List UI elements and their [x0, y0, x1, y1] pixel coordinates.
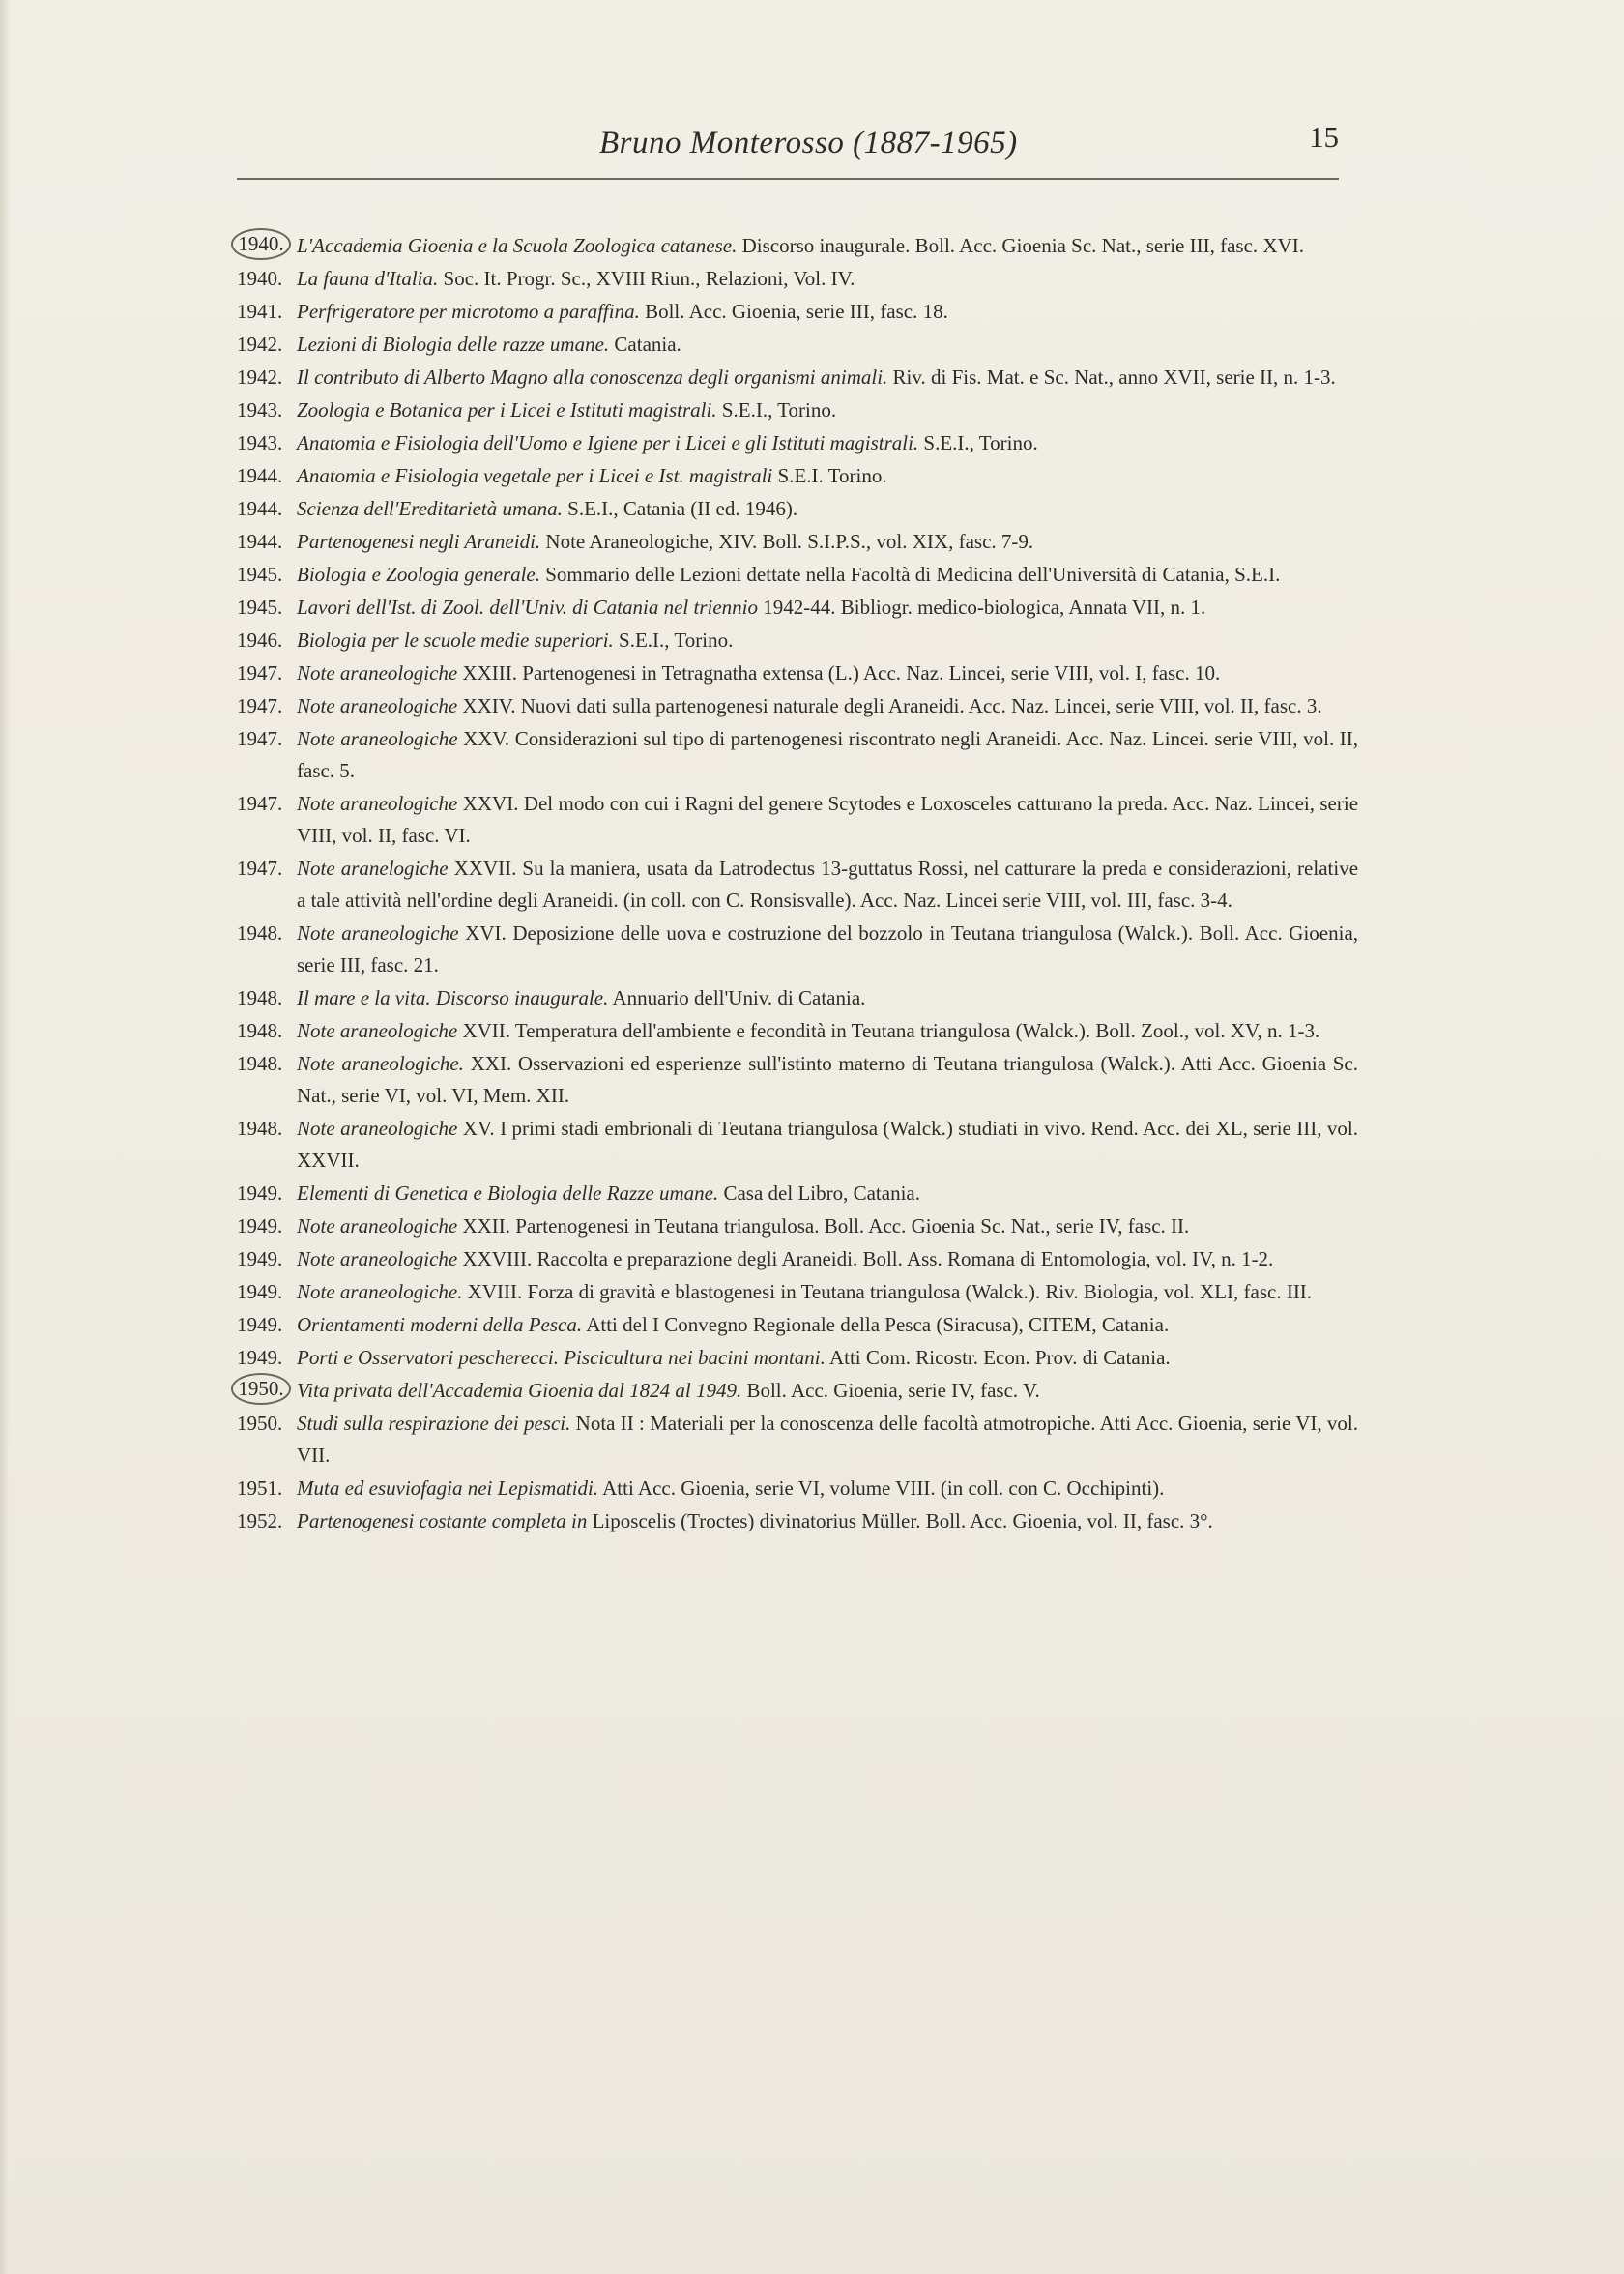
bibliography-entry [237, 296, 1358, 328]
entry-title: Note araneologiche [297, 694, 458, 717]
entry-details: Note Araneologiche, XIV. Boll. S.I.P.S., vol. XIX, fasc. 7-9. [545, 530, 1034, 553]
bibliography-entry [237, 1375, 1358, 1407]
bibliography-entry [237, 723, 1358, 787]
bibliography-entry [237, 592, 1358, 624]
entry-title: Elementi di Genetica e Biologia delle Razze umane. [297, 1181, 719, 1205]
entry-year: 1948. [237, 986, 283, 1009]
entry-details: XVIII. Forza di gravità e blastogenesi in Teutana triangulosa (Walck.). Riv. Biologia, vol. XLI, fasc. III. [467, 1280, 1313, 1303]
entry-details: Liposcelis (Troctes) divinatorius Müller. Boll. Acc. Gioenia, vol. II, fasc. 3°. [592, 1509, 1213, 1532]
bibliography-entry [237, 1472, 1358, 1504]
bibliography-entry [237, 559, 1358, 591]
entry-title: Note araneologiche [297, 1214, 458, 1238]
entry-title: Vita privata dell'Accademia Gioenia dal 1824 al 1949. [297, 1379, 742, 1402]
entry-details: Atti Com. Ricostr. Econ. Prov. di Catania. [828, 1346, 1171, 1369]
entry-details: XXVI. Del modo con cui i Ragni del genere Scytodes e Loxosceles catturano la preda. Acc. Naz. Lincei, serie VIII, vol. II, fasc. VI. [297, 792, 1359, 847]
page-edge-shadow [0, 0, 10, 2274]
entry-details: Discorso inaugurale. Boll. Acc. Gioenia Sc. Nat., serie III, fasc. XVI. [741, 234, 1304, 257]
entry-year: 1944. [237, 497, 283, 520]
entry-year: 1942. [237, 333, 283, 356]
entry-title: Orientamenti moderni della Pesca. [297, 1313, 583, 1336]
entry-year: 1948. [237, 921, 283, 945]
entry-details: XV. I primi stadi embrionali di Teutana triangulosa (Walck.) studiati in vivo. Rend. Acc. dei XL, serie III, vol. XXVII. [297, 1117, 1359, 1172]
entry-year: 1944. [237, 464, 283, 487]
entry-year: 1950. [237, 1412, 283, 1435]
bibliography-entry [237, 1210, 1358, 1242]
entry-year: 1947. [237, 727, 283, 750]
entry-year: 1949. [237, 1346, 283, 1369]
entry-title: Note araneologiche [297, 792, 458, 815]
entry-title: Note araneologiche [297, 1247, 458, 1270]
entry-title: Biologia e Zoologia generale. [297, 563, 540, 586]
bibliography-entry [237, 788, 1358, 852]
bibliography-entry [237, 1505, 1358, 1537]
entry-details: Soc. It. Progr. Sc., XVIII Riun., Relazioni, Vol. IV. [443, 267, 856, 290]
entry-year: 1945. [237, 563, 283, 586]
entry-year: 1947. [237, 792, 283, 815]
entry-details: Boll. Acc. Gioenia, serie IV, fasc. V. [746, 1379, 1040, 1402]
entry-details: Casa del Libro, Catania. [723, 1181, 920, 1205]
bibliography-entry [237, 394, 1358, 426]
running-title: Bruno Monterosso (1887-1965) [599, 126, 1018, 160]
entry-title: Porti e Osservatori pescherecci. Piscicultura nei bacini montani. [297, 1346, 826, 1369]
entry-details: S.E.I., Torino. [619, 628, 734, 652]
entry-details: Boll. Acc. Gioenia, serie III, fasc. 18. [645, 300, 948, 323]
entry-year: 1940. [237, 267, 283, 290]
entry-year: 1949. [237, 1247, 283, 1270]
bibliography-entry [237, 329, 1358, 361]
bibliography-entry [237, 230, 1358, 262]
bibliography-entry [237, 1113, 1358, 1177]
bibliography-entry [237, 460, 1358, 492]
entry-details: XXVIII. Raccolta e preparazione degli Araneidi. Boll. Ass. Romana di Entomologia, vol. IV, n. 1-2. [462, 1247, 1274, 1270]
entry-title: Studi sulla respirazione dei pesci. [297, 1412, 571, 1435]
entry-title: Zoologia e Botanica per i Licei e Istituti magistrali. [297, 398, 717, 422]
entry-details: Catania. [614, 333, 682, 356]
entry-details: XVI. Deposizione delle uova e costruzione del bozzolo in Teutana triangulosa (Walck.). Boll. Acc. Gioenia, serie III, fasc. 21. [297, 921, 1359, 977]
bibliography-entry [237, 982, 1358, 1014]
entry-title: Anatomia e Fisiologia dell'Uomo e Igiene per i Licei e gli Istituti magistrali. [297, 431, 919, 454]
bibliography-entry [237, 1342, 1358, 1374]
entry-year: 1950. [231, 1373, 291, 1405]
entry-details: Nota II : Materiali per la conoscenza delle facoltà atmotropiche. Atti Acc. Gioenia, serie VI, vol. VII. [297, 1412, 1358, 1467]
bibliography-entry [237, 1276, 1358, 1308]
entry-title: Partenogenesi costante completa in [297, 1509, 588, 1532]
entry-title: Il mare e la vita. Discorso inaugurale. [297, 986, 609, 1009]
entry-details: XXIII. Partenogenesi in Tetragnatha extensa (L.) Acc. Naz. Lincei, serie VIII, vol. I, fasc. 10. [462, 661, 1221, 685]
bibliography-entry [237, 690, 1358, 722]
bibliography-list [237, 230, 1358, 1538]
page-number: 15 [1309, 120, 1339, 154]
entry-details: XXII. Partenogenesi in Teutana triangulosa. Boll. Acc. Gioenia Sc. Nat., serie IV, fasc. II. [462, 1214, 1190, 1238]
bibliography-entry [237, 1408, 1358, 1472]
entry-title: La fauna d'Italia. [297, 267, 439, 290]
bibliography-entry [237, 1178, 1358, 1210]
bibliography-entry [237, 657, 1358, 689]
bibliography-entry [237, 853, 1358, 917]
entry-title: Anatomia e Fisiologia vegetale per i Licei e Ist. magistrali [297, 464, 773, 487]
entry-year: 1946. [237, 628, 283, 652]
entry-year: 1948. [237, 1052, 283, 1075]
entry-year: 1952. [237, 1509, 283, 1532]
entry-title: Lezioni di Biologia delle razze umane. [297, 333, 610, 356]
entry-year: 1944. [237, 530, 283, 553]
entry-title: L'Accademia Gioenia e la Scuola Zoologica catanese. [297, 234, 738, 257]
bibliography-entry [237, 427, 1358, 459]
entry-details: XXVII. Su la maniera, usata da Latrodectus 13-guttatus Rossi, nel catturare la preda e considerazioni, relative a tale attività nell'ordine degli Araneidi. (in coll. con C. Ronsisvalle). Acc. Naz. Lincei serie VIII, vol. III, fasc. 3-4. [297, 857, 1359, 912]
entry-details: XVII. Temperatura dell'ambiente e fecondità in Teutana triangulosa (Walck.). Boll. Zool., vol. XV, n. 1-3. [462, 1019, 1320, 1042]
entry-details: S.E.I., Catania (II ed. 1946). [567, 497, 798, 520]
entry-title: Note araneologiche. [297, 1280, 463, 1303]
bibliography-entry [237, 493, 1358, 525]
entry-year: 1948. [237, 1117, 283, 1140]
entry-title: Perfrigeratore per microtomo a paraffina. [297, 300, 640, 323]
entry-details: Atti del I Convegno Regionale della Pesca (Siracusa), CITEM, Catania. [586, 1313, 1170, 1336]
entry-year: 1947. [237, 857, 283, 880]
entry-year: 1947. [237, 661, 283, 685]
entry-title: Lavori dell'Ist. di Zool. dell'Univ. di Catania nel triennio [297, 596, 758, 619]
entry-title: Il contributo di Alberto Magno alla conoscenza degli organismi animali. [297, 365, 888, 389]
entry-details: 1942-44. Bibliogr. medico-biologica, Annata VII, n. 1. [763, 596, 1206, 619]
bibliography-entry [237, 263, 1358, 295]
page-header [237, 114, 1339, 172]
entry-title: Note araneologiche. [297, 1052, 464, 1075]
entry-details: S.E.I., Torino. [923, 431, 1038, 454]
entry-title: Note araneologiche [297, 727, 458, 750]
bibliography-entry [237, 1243, 1358, 1275]
entry-details: Riv. di Fis. Mat. e Sc. Nat., anno XVII, serie II, n. 1-3. [892, 365, 1336, 389]
entry-title: Note araneologiche [297, 1117, 458, 1140]
entry-title: Partenogenesi negli Araneidi. [297, 530, 541, 553]
entry-details: Atti Acc. Gioenia, serie VI, volume VIII. (in coll. con C. Occhipinti). [602, 1476, 1165, 1500]
entry-year: 1947. [237, 694, 283, 717]
entry-year: 1942. [237, 365, 283, 389]
entry-year: 1943. [237, 398, 283, 422]
entry-year: 1951. [237, 1476, 283, 1500]
entry-year: 1943. [237, 431, 283, 454]
entry-title: Note araneologiche [297, 1019, 458, 1042]
entry-details: XXIV. Nuovi dati sulla partenogenesi naturale degli Araneidi. Acc. Naz. Lincei, serie VIII, vol. II, fasc. 3. [462, 694, 1322, 717]
entry-details: XXV. Considerazioni sul tipo di partenogenesi riscontrato negli Araneidi. Acc. Naz. Lincei. serie VIII, vol. II, fasc. 5. [297, 727, 1358, 782]
entry-title: Note aranelogiche [297, 857, 449, 880]
entry-year: 1945. [237, 596, 283, 619]
bibliography-entry [237, 1048, 1358, 1112]
entry-year: 1949. [237, 1280, 283, 1303]
entry-details: Annuario dell'Univ. di Catania. [612, 986, 866, 1009]
entry-details: S.E.I. Torino. [777, 464, 887, 487]
bibliography-entry [237, 625, 1358, 656]
header-rule [237, 178, 1339, 180]
entry-year: 1949. [237, 1313, 283, 1336]
entry-year: 1941. [237, 300, 283, 323]
bibliography-entry [237, 1309, 1358, 1341]
entry-title: Note araneologiche [297, 921, 459, 945]
entry-details: Sommario delle Lezioni dettate nella Facoltà di Medicina dell'Università di Catania, S.E.I. [545, 563, 1281, 586]
entry-details: S.E.I., Torino. [721, 398, 837, 422]
entry-title: Biologia per le scuole medie superiori. [297, 628, 614, 652]
entry-title: Note araneologiche [297, 661, 458, 685]
bibliography-entry [237, 918, 1358, 981]
bibliography-entry [237, 526, 1358, 558]
entry-details: XXI. Osservazioni ed esperienze sull'istinto materno di Teutana triangulosa (Walck.). Atti Acc. Gioenia Sc. Nat., serie VI, vol. VI, Mem. XII. [297, 1052, 1358, 1107]
entry-year: 1949. [237, 1181, 283, 1205]
entry-title: Scienza dell'Ereditarietà umana. [297, 497, 563, 520]
entry-year: 1949. [237, 1214, 283, 1238]
entry-title: Muta ed esuviofagia nei Lepismatidi. [297, 1476, 599, 1500]
bibliography-entry [237, 362, 1358, 394]
entry-year: 1948. [237, 1019, 283, 1042]
bibliography-entry [237, 1015, 1358, 1047]
entry-year: 1940. [231, 228, 291, 260]
